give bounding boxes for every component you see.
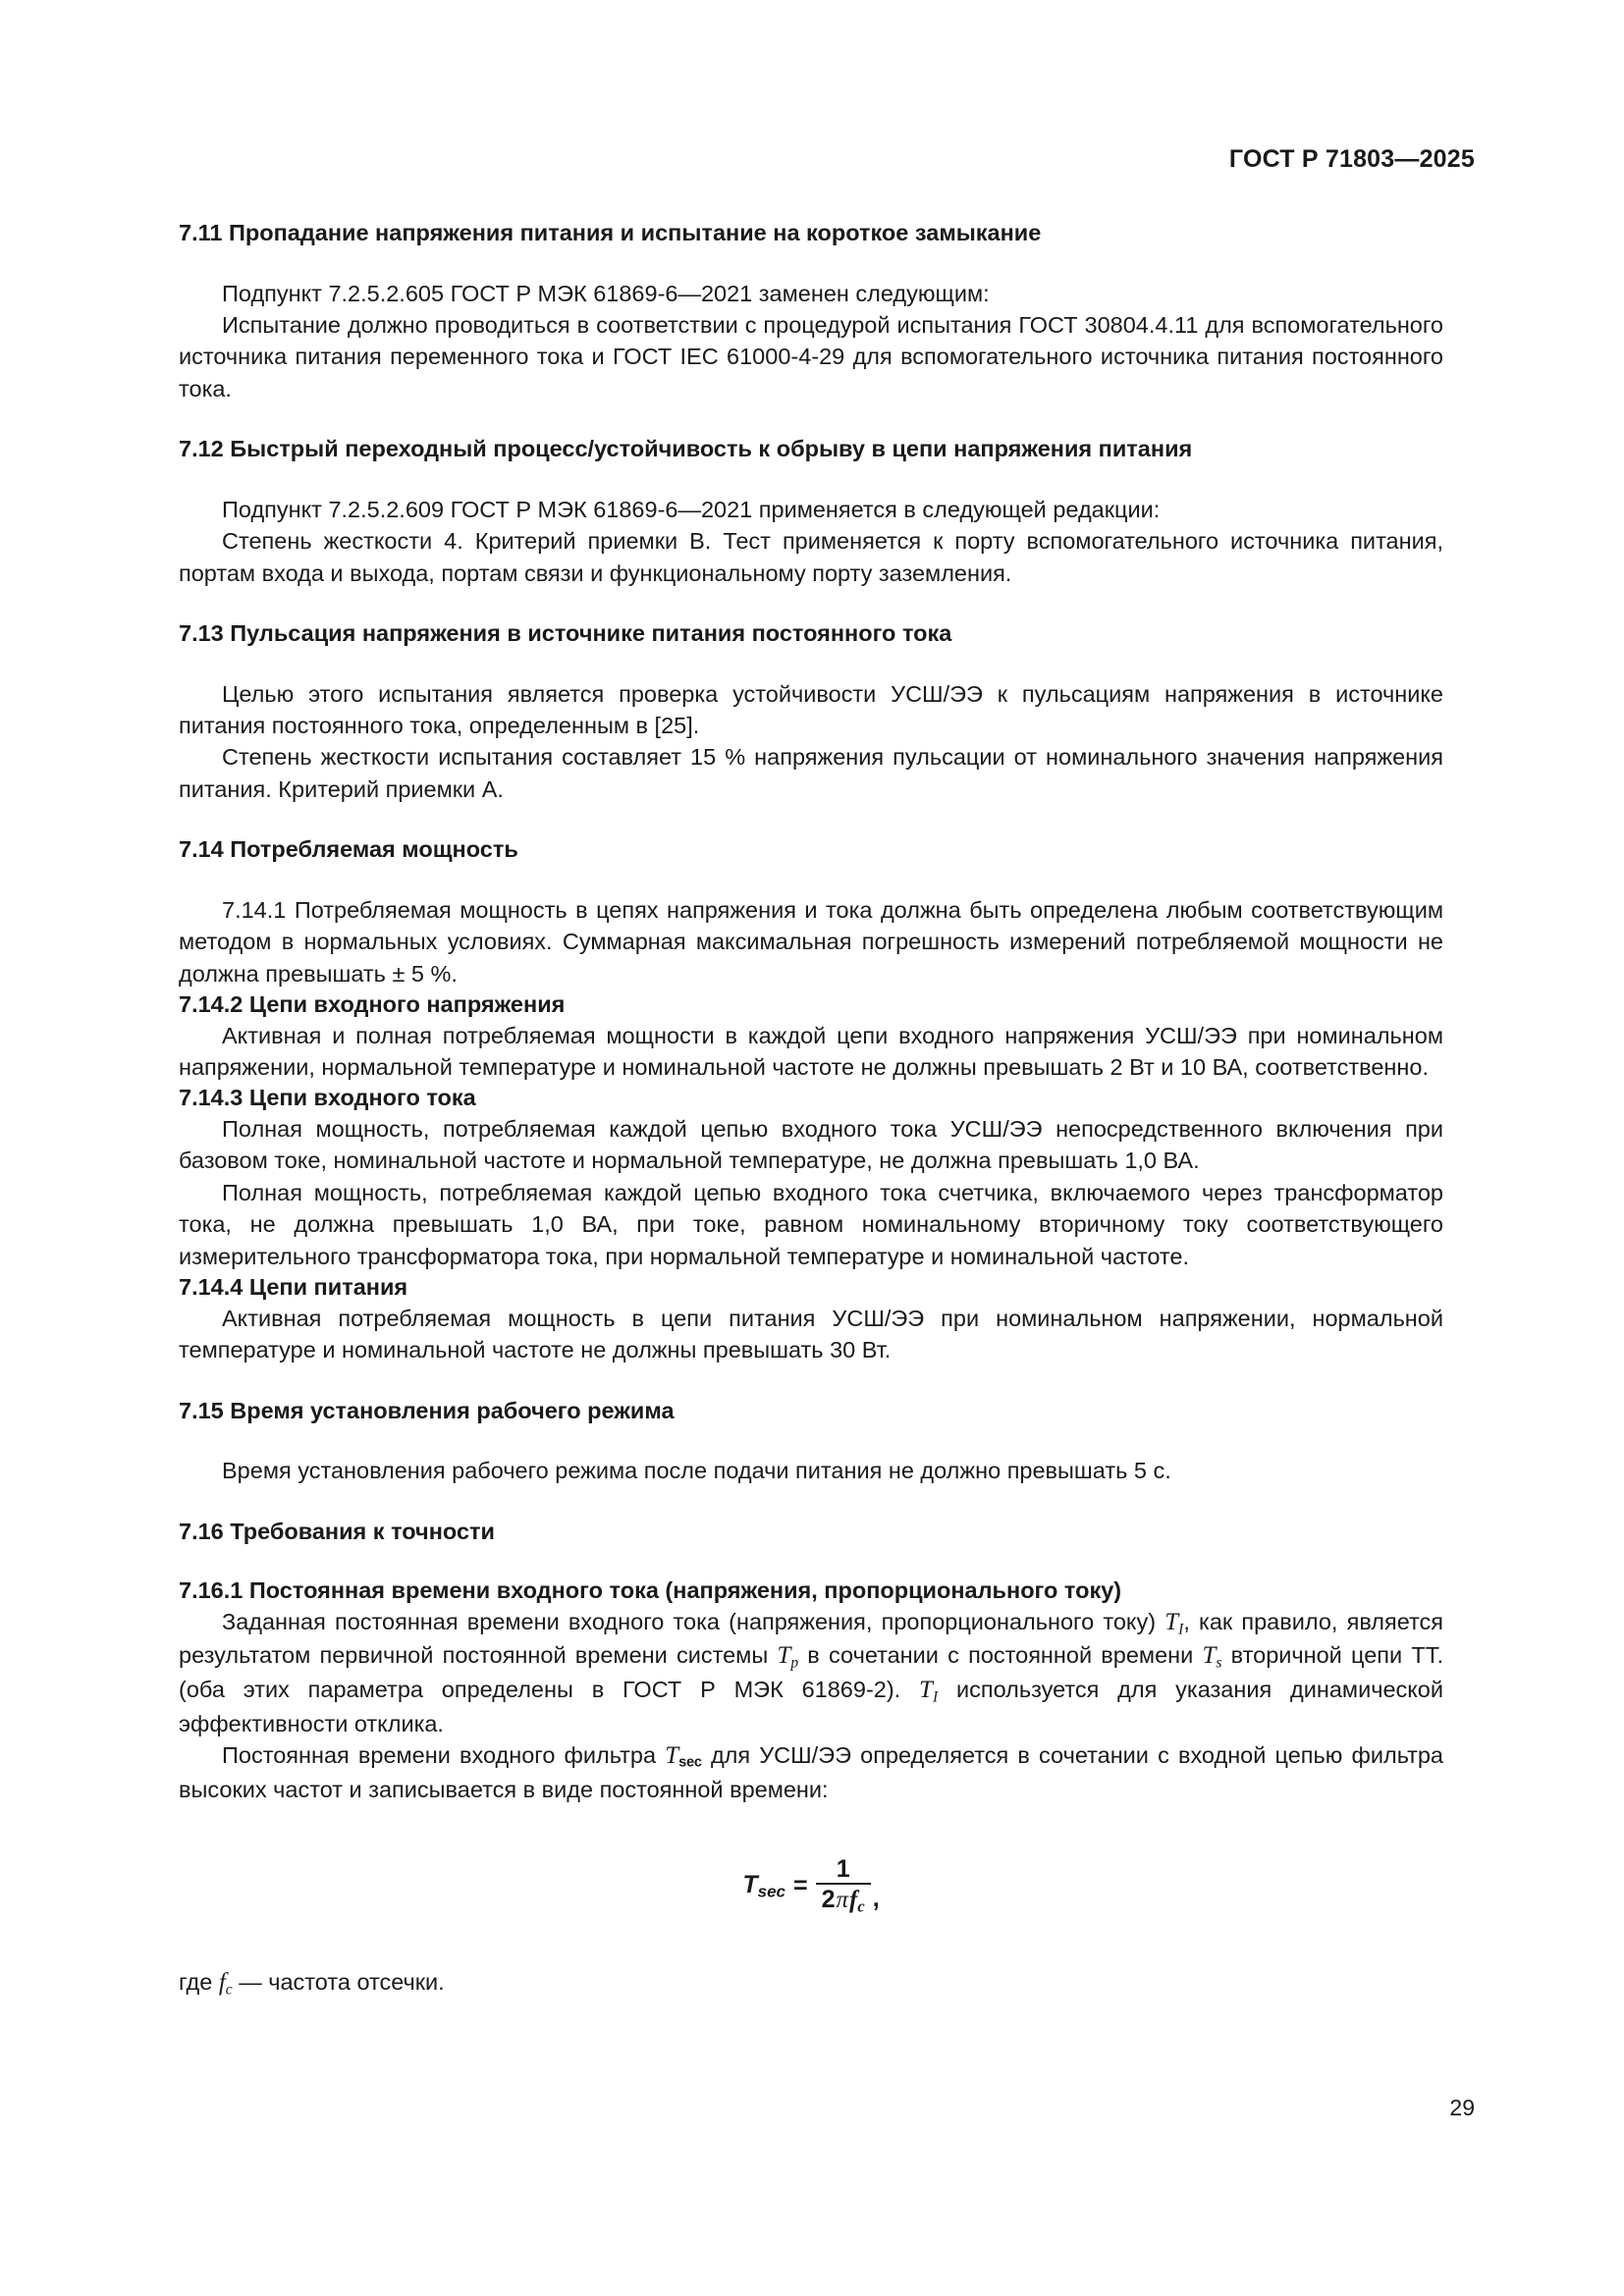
formula-left-hand-side xyxy=(742,1871,785,1901)
spacer xyxy=(179,464,1443,494)
variable-symbol: T xyxy=(777,1642,791,1670)
variable-subscript: I xyxy=(932,1688,939,1706)
section-7-12-paragraph-2: Степень жесткости 4. Критерий приемки В. Тест применяется к порту вспомогательного источника питания, портам входа и выхода, портам связи и функциональному порту заземления. xyxy=(179,528,1443,586)
formula-tau-sec xyxy=(179,1856,1443,1915)
formula-symbol: T xyxy=(742,1870,758,1898)
section-7-14-2-paragraph: Активная и полная потребляемая мощности в каждой цепи входного напряжения УСШ/ЭЭ при номинальном напряжении, нормальной температуре и номинальной частоте не должны превышать 2 Вт и 10 ВА, соответственно. xyxy=(179,1022,1443,1081)
text-run: Постоянная времени входного фильтра xyxy=(222,1742,666,1769)
formula-variable-subscript: c xyxy=(857,1897,865,1916)
text-run: где xyxy=(179,1969,219,1996)
spacer xyxy=(179,1835,1443,1856)
section-7-13-paragraph-1: Целью этого испытания является проверка устойчивости УСШ/ЭЭ к пульсациям напряжения в источнике питания постоянного тока, определенным в [25]. xyxy=(179,680,1443,739)
formula-where-clause xyxy=(179,1966,1443,2001)
section-heading-7-14-4: 7.14.4 Цепи питания xyxy=(179,1274,408,1301)
section-heading-7-14: 7.14 Потребляемая мощность xyxy=(179,836,518,863)
page-content xyxy=(179,218,1443,2001)
spacer xyxy=(179,248,1443,278)
variable-tau-i xyxy=(1164,1608,1184,1637)
page-header-standard-number: ГОСТ Р 71803—2025 xyxy=(1228,145,1475,173)
spacer xyxy=(179,1487,1443,1517)
spacer xyxy=(179,1805,1443,1835)
spacer xyxy=(179,649,1443,678)
variable-subscript: p xyxy=(790,1654,799,1672)
variable-tau-sec xyxy=(665,1742,702,1771)
formula-coefficient: 2 xyxy=(821,1886,836,1914)
page-number: 29 xyxy=(1449,2095,1475,2120)
spacer xyxy=(179,404,1443,434)
pi-symbol: π xyxy=(836,1887,849,1914)
section-7-16-1-paragraph-2 xyxy=(179,1739,1443,1805)
spacer xyxy=(179,805,1443,834)
spacer xyxy=(179,865,1443,894)
formula-expression xyxy=(742,1856,879,1915)
spacer xyxy=(179,1945,1443,1966)
variable-subscript: c xyxy=(225,1981,233,1999)
section-7-14-3-paragraph-1: Полная мощность, потребляемая каждой цепью входного тока УСШ/ЭЭ непосредственного включения при базовом токе, номинальной частоте и нормальной температуре, не должна превышать 1,0 ВА. xyxy=(179,1116,1443,1174)
section-7-11-paragraph-1: Подпункт 7.2.5.2.605 ГОСТ Р МЭК 61869-6—2021 заменен следующим: xyxy=(222,280,990,306)
section-7-14-3-paragraph-2: Полная мощность, потребляемая каждой цепью входного тока счетчика, включаемого через трансформатор тока, не должна превышать 1,0 ВА, при токе, равном номинальному вторичному току соответствующего измерительного трансформатора тока, при нормальной температуре и номинальной частоте. xyxy=(179,1179,1443,1269)
text-run: для УСШ/ЭЭ определяется в сочетании с входной цепью фильтра высоких частот и записывается в виде постоянной времени: xyxy=(179,1742,1444,1802)
section-heading-7-16: 7.16 Требования к точности xyxy=(179,1518,495,1544)
section-7-14-4-paragraph: Активная потребляемая мощность в цепи питания УСШ/ЭЭ при номинальном напряжении, нормальной температуре и номинальной частоте не должны превышать 30 Вт. xyxy=(179,1305,1443,1363)
section-7-16-1-paragraph-1 xyxy=(179,1606,1443,1740)
variable-symbol: T xyxy=(1164,1608,1179,1635)
variable-tau-p xyxy=(777,1642,799,1672)
text-run: вторичной цепи ТТ. (оба этих параметра определены в ГОСТ Р МЭК 61869-2). xyxy=(179,1642,1443,1703)
section-heading-7-15: 7.15 Время установления рабочего режима xyxy=(179,1397,675,1423)
spacer xyxy=(179,1546,1443,1575)
variable-tau-s xyxy=(1202,1642,1222,1672)
text-run: в сочетании с постоянной времени xyxy=(798,1642,1203,1669)
variable-symbol: T xyxy=(665,1742,679,1770)
section-7-14-1-paragraph: 7.14.1 Потребляемая мощность в цепях напряжения и тока должна быть определена любым соответствующим методом в нормальных условиях. Суммарная максимальная погрешность измерений потребляемой мощности не должна превышать ± 5 %. xyxy=(179,896,1443,987)
formula-variable: f xyxy=(849,1887,858,1914)
section-heading-7-11: 7.11 Пропадание напряжения питания и испытание на короткое замыкание xyxy=(179,220,1042,245)
formula-symbol-subscript: sec xyxy=(757,1881,785,1900)
variable-subscript: sec xyxy=(678,1754,702,1771)
formula-numerator: 1 xyxy=(836,1855,850,1884)
spacer xyxy=(179,1915,1443,1945)
spacer xyxy=(179,1366,1443,1396)
section-heading-7-12: 7.12 Быстрый переходный процесс/устойчивость к обрыву в цепи напряжения питания xyxy=(179,436,1193,462)
section-heading-7-14-2: 7.14.2 Цепи входного напряжения xyxy=(179,991,566,1018)
variable-f-c xyxy=(218,1969,233,1999)
section-7-15-paragraph-1: Время установления рабочего режима после подачи питания не должно превышать 5 с. xyxy=(222,1458,1171,1484)
section-7-11-paragraph-2: Испытание должно проводиться в соответствии с процедурой испытания ГОСТ 30804.4.11 для вспомогательного источника питания переменного тока и ГОСТ IEC 61000-4-29 для вспомогательного источника питания постоянного тока. xyxy=(179,311,1443,401)
text-run: — частота отсечки. xyxy=(232,1969,445,1996)
variable-subscript: s xyxy=(1216,1654,1222,1672)
section-heading-7-16-1: 7.16.1 Постоянная времени входного тока (напряжения, пропорционального току) xyxy=(179,1577,1122,1604)
section-7-13-paragraph-2: Степень жесткости испытания составляет 15 % напряжения пульсации от номинального значения напряжения питания. Критерий приемки А. xyxy=(179,744,1443,802)
section-heading-7-13: 7.13 Пульсация напряжения в источнике питания постоянного тока xyxy=(179,620,952,647)
formula-fraction xyxy=(816,1856,871,1915)
section-heading-7-14-3: 7.14.3 Цепи входного тока xyxy=(179,1085,476,1111)
spacer xyxy=(179,589,1443,618)
variable-tau-i-2 xyxy=(919,1677,939,1706)
section-7-12-paragraph-1: Подпункт 7.2.5.2.609 ГОСТ Р МЭК 61869-6—2021 применяется в следующей редакции: xyxy=(222,496,1161,522)
variable-symbol: T xyxy=(1202,1642,1217,1670)
formula-equals-sign: = xyxy=(793,1871,808,1899)
text-run: Заданная постоянная времени входного тока (напряжения, пропорционального току) xyxy=(222,1608,1165,1634)
formula-denominator xyxy=(816,1885,871,1915)
variable-symbol: T xyxy=(919,1677,933,1704)
formula-trailing-comma: , xyxy=(872,1885,880,1913)
variable-symbol: f xyxy=(218,1969,226,1997)
variable-subscript: I xyxy=(1178,1620,1184,1637)
text-run: , как правило, является результатом первичной постоянной времени системы xyxy=(179,1608,1444,1669)
spacer xyxy=(179,1425,1443,1455)
text-run: используется для указания динамической эффективности отклика. xyxy=(179,1677,1444,1736)
